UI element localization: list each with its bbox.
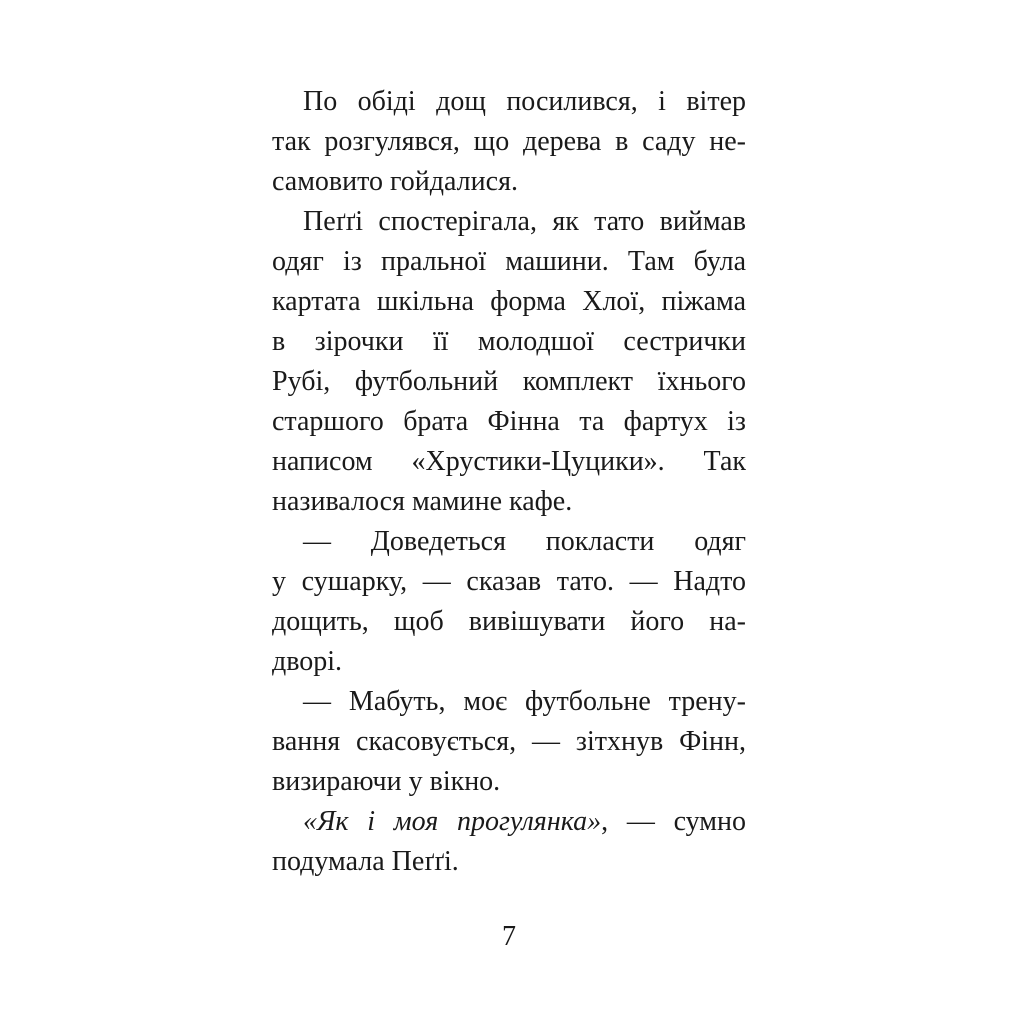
text-line (272, 682, 746, 722)
paragraph (272, 202, 746, 522)
text-segment: в зірочки її молодшої сестрички (272, 326, 746, 357)
text-line (272, 322, 746, 362)
text-line (272, 242, 746, 282)
text-segment: , — сумно (601, 806, 746, 837)
text-segment: називалося мамине кафе. (272, 486, 573, 517)
text-segment: у сушарку, — сказав тато. — Надто (272, 566, 746, 597)
paragraph (272, 82, 746, 202)
paragraph (272, 802, 746, 882)
text-line (272, 602, 746, 642)
text-segment: самовито гойдалися. (272, 166, 518, 197)
text-segment: — Доведеться покласти одяг (303, 526, 746, 557)
italic-text-segment: «Як і моя прогулянка» (303, 806, 602, 837)
text-segment: одяг із пральної машини. Там була (272, 246, 746, 277)
text-line (272, 202, 746, 242)
text-line (272, 282, 746, 322)
text-line (272, 642, 746, 682)
text-line (272, 842, 746, 882)
text-segment: старшого брата Фінна та фартух із (272, 406, 746, 437)
text-block (272, 82, 746, 882)
text-line (272, 562, 746, 602)
text-line (272, 402, 746, 442)
text-line (272, 802, 746, 842)
text-line (272, 122, 746, 162)
text-segment: По обіді дощ посилився, і вітер (303, 86, 746, 117)
text-segment: визираючи у вікно. (272, 766, 501, 797)
text-line (272, 762, 746, 802)
paragraph (272, 682, 746, 802)
text-segment: дворі. (272, 646, 343, 677)
text-line (272, 482, 746, 522)
text-segment: картата шкільна форма Хлої, піжама (272, 286, 746, 317)
text-line (272, 522, 746, 562)
text-segment: вання скасовується, — зітхнув Фінн, (272, 726, 746, 757)
text-segment: дощить, щоб вивішувати його на- (272, 606, 746, 637)
text-line (272, 82, 746, 122)
paragraph (272, 522, 746, 682)
text-segment: Пеґґі спостерігала, як тато виймав (303, 206, 746, 237)
text-segment: написом «Хрустики-Цуцики». Так (272, 446, 746, 477)
page-number: 7 (502, 921, 516, 952)
text-line (272, 722, 746, 762)
text-segment: подумала Пеґґі. (272, 846, 459, 877)
text-segment: так розгулявся, що дерева в саду не- (272, 126, 746, 157)
text-segment: Рубі, футбольний комплект їхнього (272, 366, 746, 397)
text-line (272, 162, 746, 202)
text-line (272, 362, 746, 402)
text-line (272, 442, 746, 482)
text-segment: — Мабуть, моє футбольне трену- (303, 686, 746, 717)
